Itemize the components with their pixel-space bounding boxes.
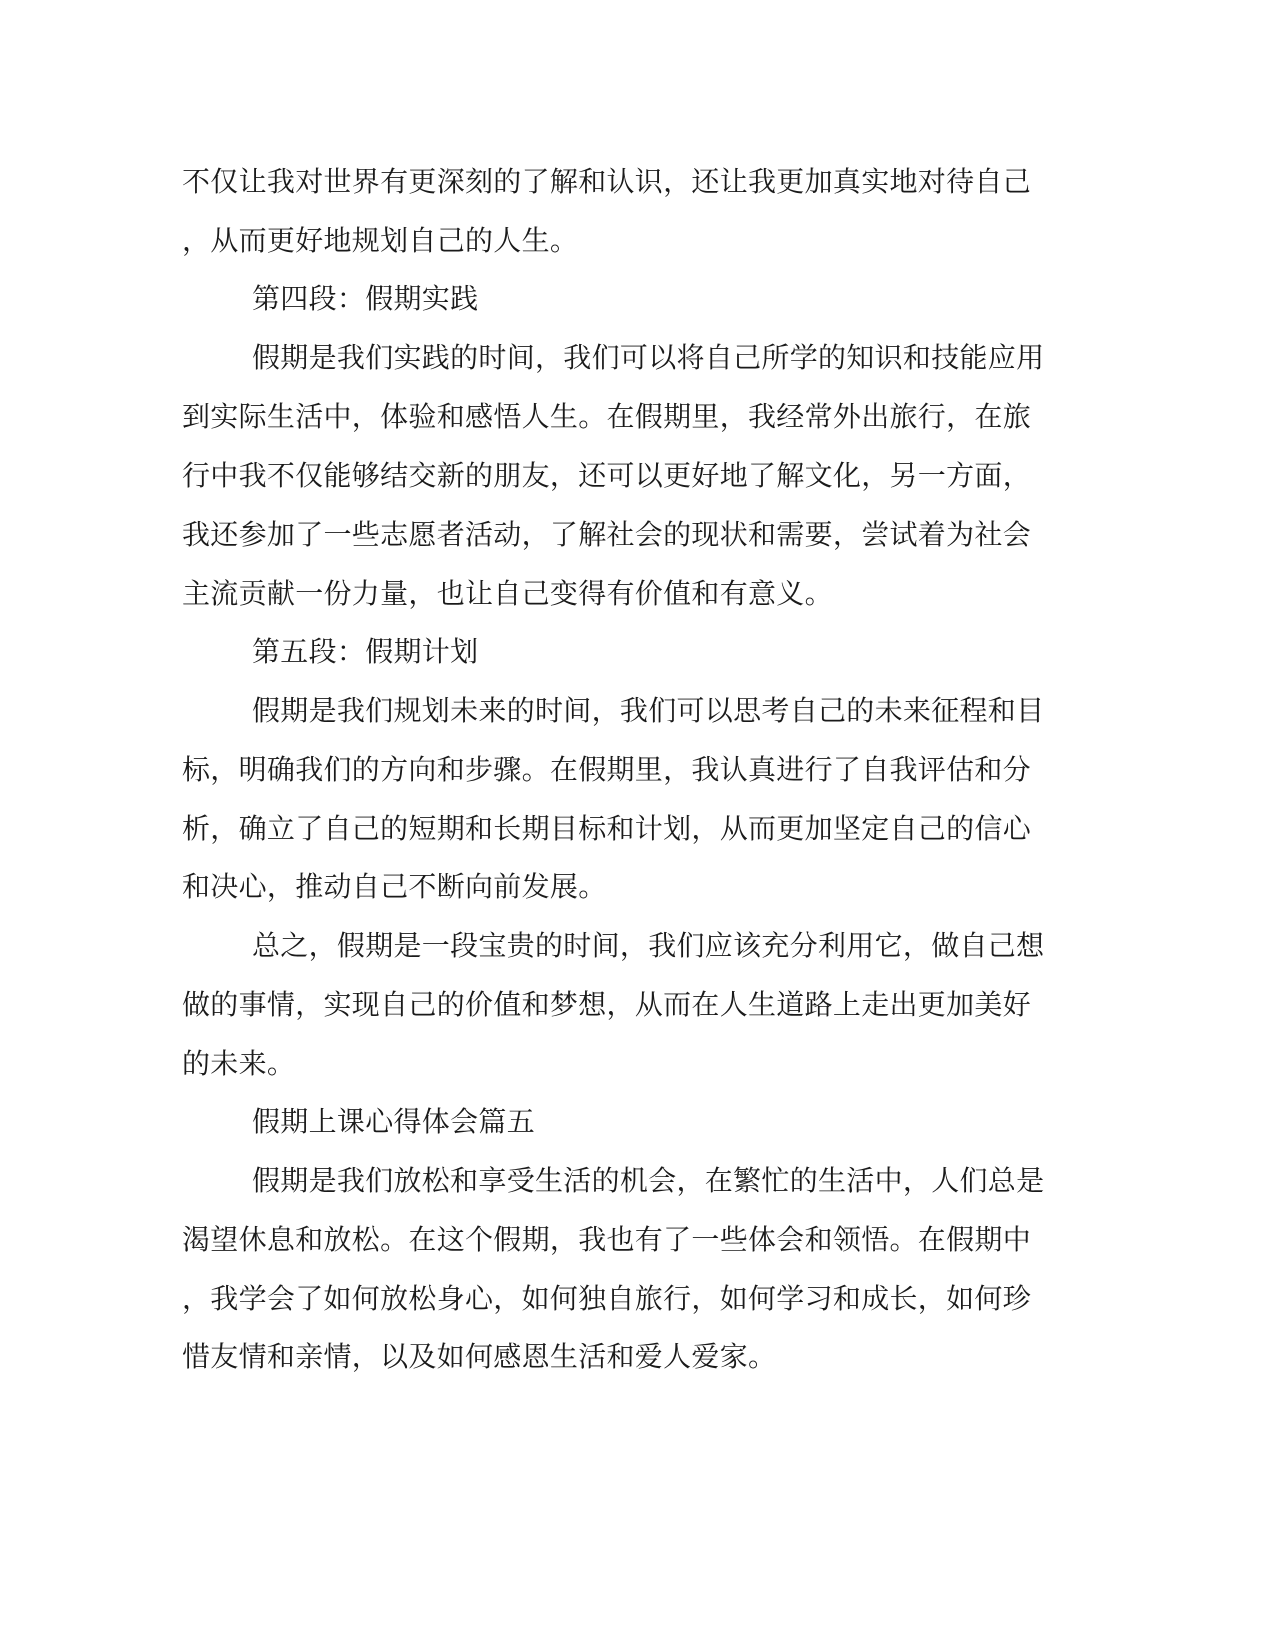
text-line: 假期是我们实践的时间，我们可以将自己所学的知识和技能应用: [252, 341, 1045, 374]
section-heading: 第四段：假期实践: [252, 282, 479, 315]
text-line: 标，明确我们的方向和步骤。在假期里，我认真进行了自我评估和分: [182, 753, 1032, 786]
text-line: 做的事情，实现自己的价值和梦想，从而在人生道路上走出更加美好: [182, 988, 1032, 1021]
text-line: 渴望休息和放松。在这个假期，我也有了一些体会和领悟。在假期中: [182, 1223, 1032, 1256]
text-line: ，我学会了如何放松身心，如何独自旅行，如何学习和成长，如何珍: [182, 1282, 1032, 1315]
text-line: 析，确立了自己的短期和长期目标和计划，从而更加坚定自己的信心: [182, 812, 1032, 845]
section-heading: 假期上课心得体会篇五: [252, 1105, 536, 1138]
text-line: 我还参加了一些志愿者活动，了解社会的现状和需要，尝试着为社会: [182, 518, 1032, 551]
text-line: 假期是我们规划未来的时间，我们可以思考自己的未来征程和目: [252, 694, 1045, 727]
text-line: 的未来。: [182, 1047, 296, 1080]
text-line: 不仅让我对世界有更深刻的了解和认识，还让我更加真实地对待自己: [182, 165, 1032, 198]
text-line: 惜友情和亲情，以及如何感恩生活和爱人爱家。: [182, 1340, 777, 1373]
section-heading: 第五段：假期计划: [252, 635, 479, 668]
text-line: 假期是我们放松和享受生活的机会，在繁忙的生活中，人们总是: [252, 1164, 1045, 1197]
text-line: 总之，假期是一段宝贵的时间，我们应该充分利用它，做自己想: [252, 929, 1045, 962]
text-line: ，从而更好地规划自己的人生。: [182, 224, 579, 257]
text-line: 主流贡献一份力量，也让自己变得有价值和有意义。: [182, 577, 833, 610]
text-line: 行中我不仅能够结交新的朋友，还可以更好地了解文化，另一方面，: [182, 459, 1032, 492]
text-line: 到实际生活中，体验和感悟人生。在假期里，我经常外出旅行，在旅: [182, 400, 1032, 433]
text-line: 和决心，推动自己不断向前发展。: [182, 870, 607, 903]
